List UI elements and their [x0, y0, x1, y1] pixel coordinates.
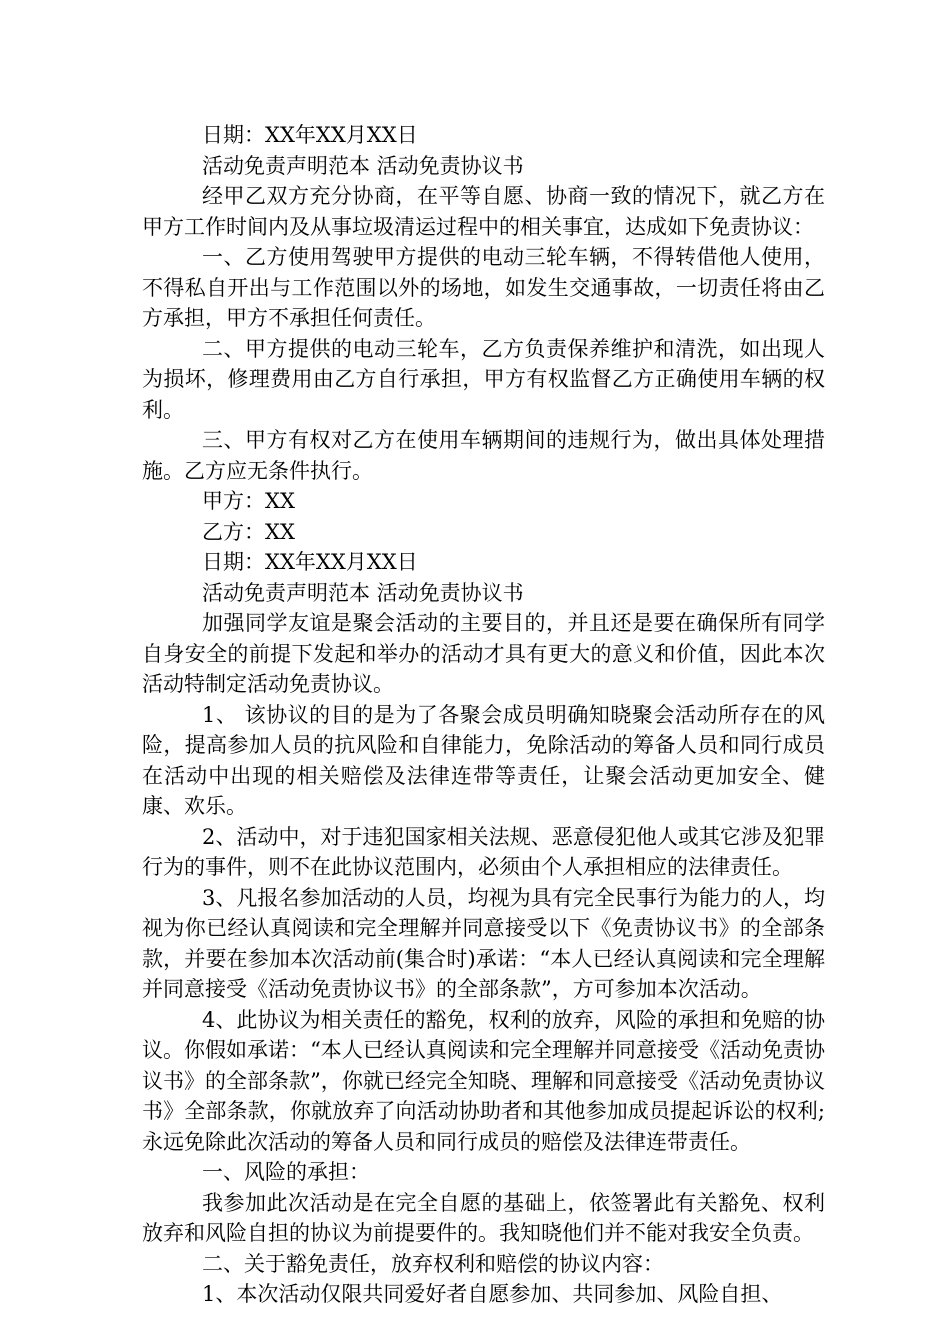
section-title: 活动免责声明范本 活动免责协议书: [202, 153, 524, 178]
paragraph: 3、凡报名参加活动的人员，均视为具有完全民事行为能力的人，均视为你已经认真阅读和完全理解并同意接受以下《免责协议书》的全部条款，并要在参加本次活动前(集合时)承诺：“本人已经认真阅读和完全理解并同意接受《活动免责协议书》的全部条款”，方可参加本次活动。: [142, 885, 825, 1001]
paragraph: 2、活动中，对于违犯国家相关法规、恶意侵犯他人或其它涉及犯罪行为的事件，则不在此协议范围内，必须由个人承担相应的法律责任。: [142, 824, 825, 879]
date-line: 日期：XX年XX月XX日: [202, 550, 418, 574]
subheading: 二、关于豁免责任，放弃权利和赔偿的协议内容：: [202, 1251, 664, 1276]
paragraph: 二、甲方提供的电动三轮车，乙方负责保养维护和清洗，如出现人为损坏，修理费用由乙方自行承担，甲方有权监督乙方正确使用车辆的权利。: [142, 336, 825, 422]
paragraph: 经甲乙双方充分协商，在平等自愿、协商一致的情况下，就乙方在甲方工作时间内及从事垃圾清运过程中的相关事宜，达成如下免责协议：: [142, 184, 825, 239]
paragraph: 三、甲方有权对乙方在使用车辆期间的违规行为，做出具体处理措施。乙方应无条件执行。: [142, 428, 825, 483]
paragraph: 1、 该协议的目的是为了各聚会成员明确知晓聚会活动所存在的风险，提高参加人员的抗风险和自律能力，免除活动的筹备人员和同行成员在活动中出现的相关赔偿及法律连带等责任，让聚会活动更加安全、健康、欢乐。: [142, 702, 825, 818]
paragraph: 我参加此次活动是在完全自愿的基础上，依签署此有关豁免、权利放弃和风险自担的协议为前提要件的。我知晓他们并不能对我安全负责。: [142, 1190, 825, 1245]
paragraph: 4、此协议为相关责任的豁免，权利的放弃，风险的承担和免赔的协议。你假如承诺：“本人已经认真阅读和完全理解并同意接受《活动免责协议书》的全部条款”，你就已经完全知晓、理解和同意接受《活动免责协议书》全部条款，你就放弃了向活动协助者和其他参加成员提起诉讼的权利;永远免除此次活动的筹备人员和同行成员的赔偿及法律连带责任。: [142, 1007, 825, 1154]
subheading: 一、风险的承担：: [202, 1160, 370, 1184]
paragraph: 1、本次活动仅限共同爱好者自愿参加、共同参加、风险自担、: [202, 1282, 783, 1306]
party-a-line: 甲方：XX: [202, 489, 295, 513]
section-title: 活动免责声明范本 活动免责协议书: [202, 580, 524, 605]
paragraph: 加强同学友谊是聚会活动的主要目的，并且还是要在确保所有同学自身安全的前提下发起和举办的活动才具有更大的意义和价值，因此本次活动特制定活动免责协议。: [142, 611, 825, 696]
document-body: [142, 120, 825, 1310]
date-line: 日期：XX年XX月XX日: [202, 123, 418, 147]
paragraph: 一、乙方使用驾驶甲方提供的电动三轮车辆，不得转借他人使用，不得私自开出与工作范围以外的场地，如发生交通事故，一切责任将由乙方承担，甲方不承担任何责任。: [142, 245, 825, 330]
party-b-line: 乙方：XX: [202, 519, 295, 544]
